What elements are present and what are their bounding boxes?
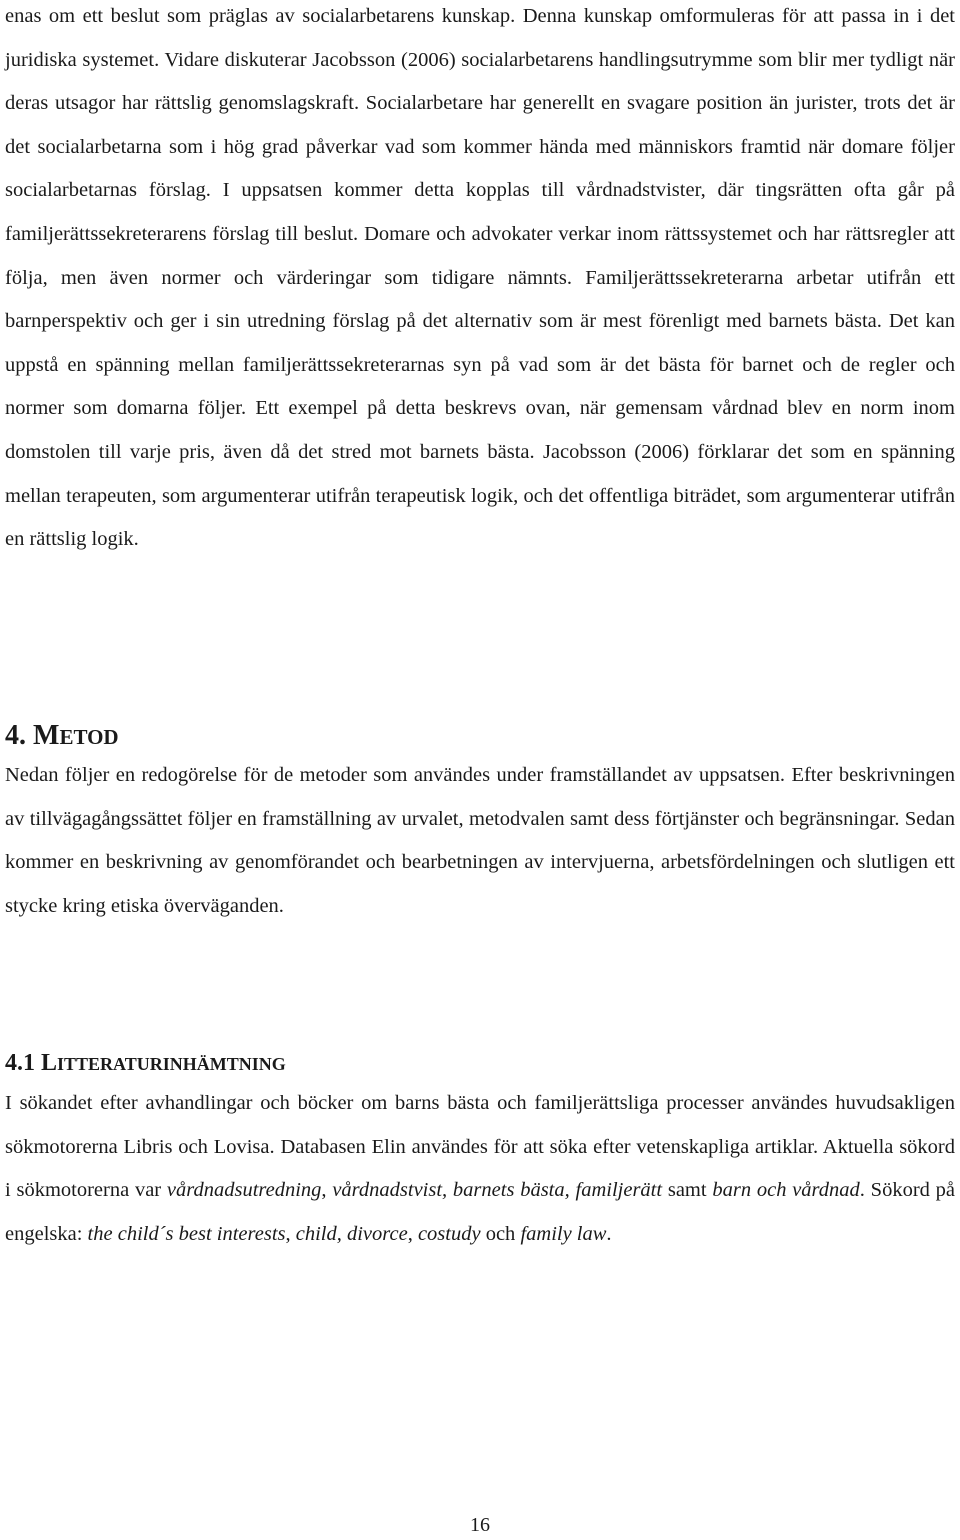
subheading-initial: L (41, 1050, 58, 1076)
heading-rest: ETOD (59, 725, 119, 749)
section-heading-metod (5, 718, 119, 755)
lit-term-5: child, divorce (295, 1222, 408, 1245)
lit-sep-1: , (321, 1179, 333, 1202)
heading-number: 4. (5, 720, 26, 751)
section-heading-litteratur (5, 1048, 286, 1079)
lit-term-7: family law (520, 1222, 607, 1245)
lit-text-5: . (606, 1222, 612, 1245)
lit-text-3: . Sökord på engelska: (5, 1179, 956, 1245)
lit-term-4: the child´s best interests (87, 1222, 286, 1245)
lit-term-1: vårdnadsutredning (166, 1179, 322, 1202)
lit-term-6: costudy (417, 1222, 481, 1245)
lit-term-2: vårdnadstvist, barnets bästa, familjerätt (332, 1179, 663, 1202)
subheading-number: 4.1 (5, 1050, 35, 1076)
heading-initial: M (33, 720, 60, 751)
metod-paragraph: Nedan följer en redogörelse för de metoder som användes under framställandet av uppsatsen. Efter beskrivningen av tillvägagångssättet följer en framställning av urvalet, metodvalen samt dess förtjänster och begränsningar. Sedan kommer en beskrivning av genomförandet och bearbetningen av intervjuerna, arbetsfördelningen och slutligen ett stycke kring etiska överväganden. (5, 764, 955, 917)
lit-sep-2: , (285, 1222, 296, 1245)
lit-text-1: I sökandet efter avhandlingar och böcker om barns bästa och familjerättsliga processer användes huvudsakligen sökmotorerna Libris och Lovisa. Databasen Elin användes för att söka efter vetenskapliga artiklar. Aktuella sökord i sökmotorerna var (5, 1092, 955, 1202)
litteratur-paragraph (5, 1082, 955, 1256)
lit-sep-3: , (407, 1222, 418, 1245)
lit-term-3: barn och vårdnad (712, 1179, 860, 1202)
page-number: 16 (470, 1514, 490, 1536)
subheading-rest: ITTERATURINHÄMTNING (57, 1054, 286, 1074)
document-page (5, 0, 956, 1245)
lit-text-2: samt (662, 1179, 713, 1202)
lit-text-4: och (480, 1222, 521, 1245)
intro-paragraph: enas om ett beslut som präglas av socialarbetarens kunskap. Denna kunskap omformuleras för att passa in i det juridiska systemet. Vidare diskuterar Jacobsson (2006) socialarbetarens handlingsutrymme som blir mer tydligt när deras utsagor har rättslig genomslagskraft. Socialarbetare har generellt en svagare position än jurister, trots det är det socialarbetarna som i hög grad påverkar vad som kommer hända med människors framtid när domare följer socialarbetarnas förslag. I uppsatsen kommer detta kopplas till vårdnadstvister, där tingsrätten ofta går på familjerättssekreterarens förslag till beslut. Domare och advokater verkar inom rättssystemet och har rättsregler att följa, men även normer och värderingar som tidigare nämnts. Familjerättssekreterarna arbetar utifrån ett barnperspektiv och ger i sin utredning förslag på det alternativ som är mest förenligt med barnets bästa. Det kan uppstå en spänning mellan familjerättssekreterarnas syn på vad som är det bästa för barnet och de regler och normer som domarna följer. Ett exempel på detta beskrevs ovan, när gemensam vårdnad blev en norm inom domstolen till varje pris, även då det stred mot barnets bästa. Jacobsson (2006) förklarar det som en spänning mellan terapeuten, som argumenterar utifrån terapeutisk logik, och det offentliga biträdet, som argumenterar utifrån en rättslig logik. (5, 5, 955, 551)
